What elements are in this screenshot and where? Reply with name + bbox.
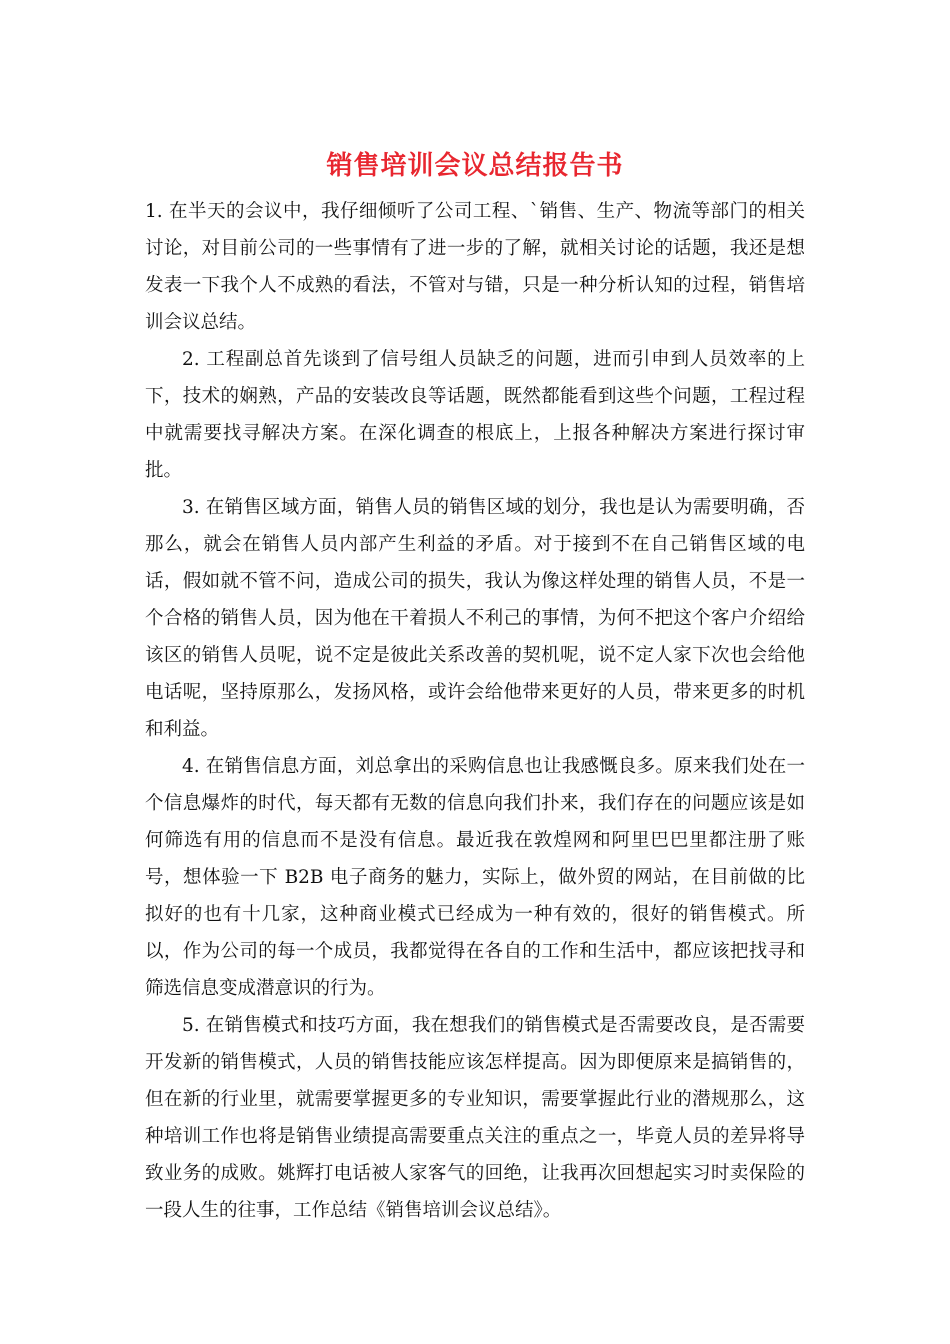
paragraph-3: 3. 在销售区域方面，销售人员的销售区域的划分，我也是认为需要明确，否那么，就会在销售人员内部产生利益的矛盾。对于接到不在自己销售区域的电话，假如就不管不问，造成公司的损失，我认为像这样处理的销售人员，不是一个合格的销售人员，因为他在干着损人不利己的事情，为何不把这个客户介绍给该区的销售人员呢，说不定是彼此关系改善的契机呢，说不定人家下次也会给他电话呢，坚持原那么，发扬风格，或许会给他带来更好的人员，带来更多的时机和利益。 (145, 497, 805, 740)
paragraph-1: 1. 在半天的会议中，我仔细倾听了公司工程、`销售、生产、物流等部门的相关讨论，对目前公司的一些事情有了进一步的了解，就相关讨论的话题，我还是想发表一下我个人不成熟的看法，不管对与错，只是一种分析认知的过程，销售培训会议总结。 (145, 201, 805, 333)
document-title: 销售培训会议总结报告书 (326, 151, 624, 181)
paragraph-2: 2. 工程副总首先谈到了信号组人员缺乏的问题，进而引申到人员效率的上下，技术的娴熟，产品的安装改良等话题，既然都能看到这些个问题，工程过程中就需要找寻解决方案。在深化调查的根底上，上报各种解决方案进行探讨审批。 (145, 349, 805, 481)
paragraph-5: 5. 在销售模式和技巧方面，我在想我们的销售模式是否需要改良，是否需要开发新的销售模式，人员的销售技能应该怎样提高。因为即便原来是搞销售的，但在新的行业里，就需要掌握更多的专业知识，需要掌握此行业的潜规那么，这种培训工作也将是销售业绩提高需要重点关注的重点之一，毕竟人员的差异将导致业务的成败。姚辉打电话被人家客气的回绝，让我再次回想起实习时卖保险的一段人生的往事，工作总结《销售培训会议总结》。 (145, 1015, 805, 1221)
paragraph-4: 4. 在销售信息方面，刘总拿出的采购信息也让我感慨良多。原来我们处在一个信息爆炸的时代，每天都有无数的信息向我们扑来，我们存在的问题应该是如何筛选有用的信息而不是没有信息。最近我在敦煌网和阿里巴巴里都注册了账号，想体验一下 B2B 电子商务的魅力，实际上，做外贸的网站，在目前做的比拟好的也有十几家，这种商业模式已经成为一种有效的，很好的销售模式。所以，作为公司的每一个成员，我都觉得在各自的工作和生活中，都应该把找寻和筛选信息变成潜意识的行为。 (145, 756, 805, 999)
document-body (145, 193, 805, 1229)
